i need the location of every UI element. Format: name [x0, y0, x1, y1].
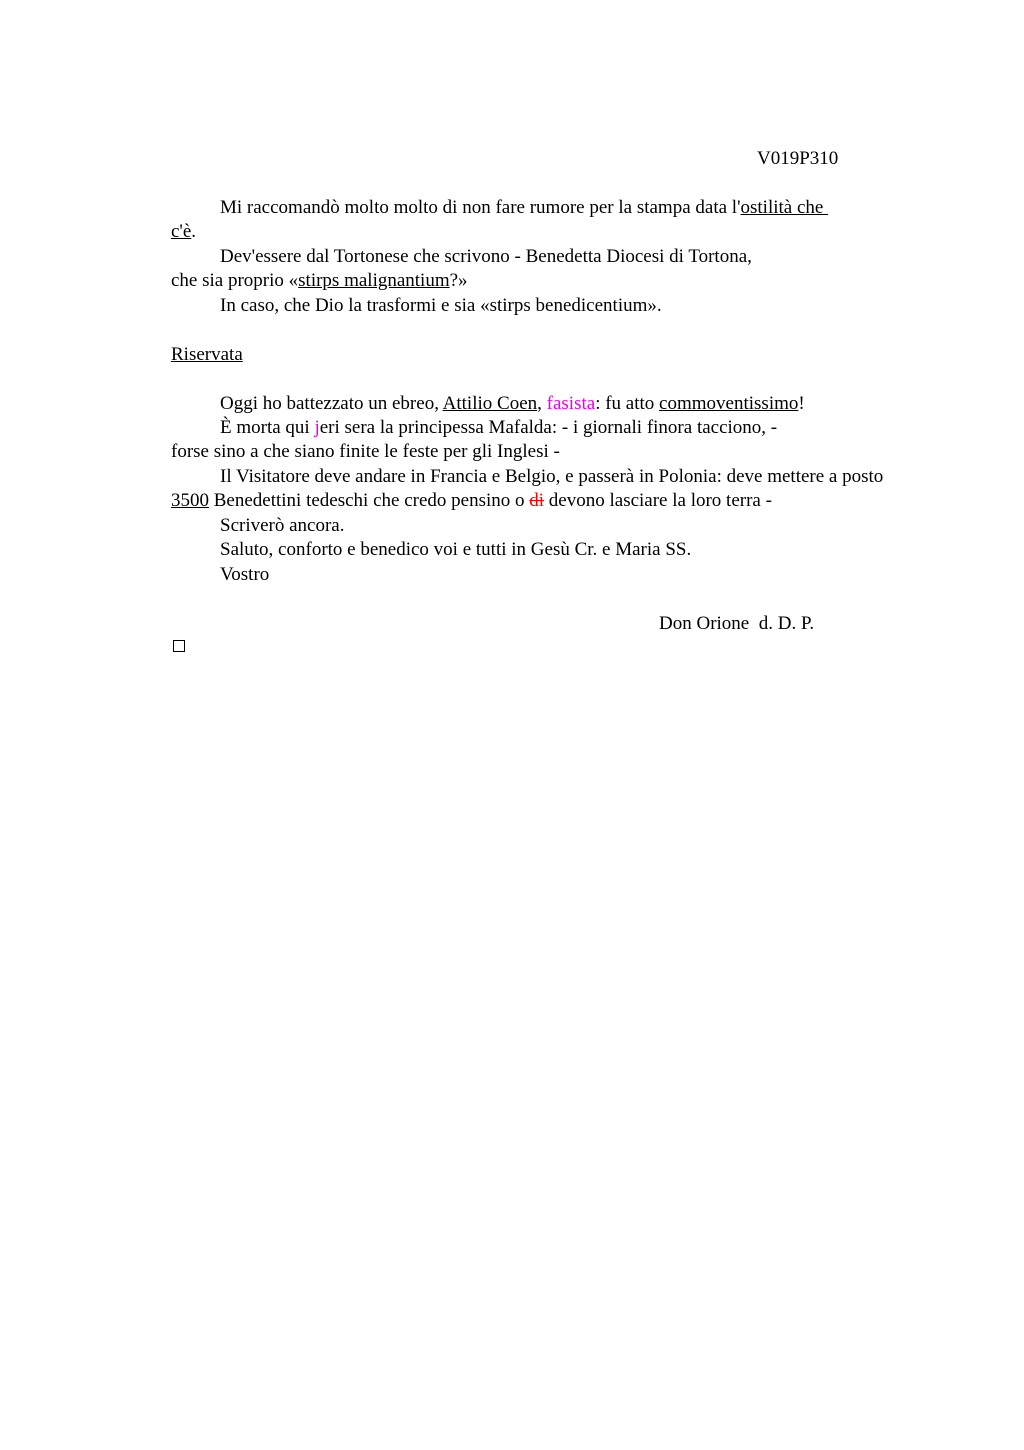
- paragraph-2-line-2: [171, 269, 468, 293]
- paragraph-text: che sia proprio «: [171, 270, 299, 291]
- underlined-number: 3500: [171, 490, 209, 511]
- underlined-text: commoventissimo: [659, 393, 799, 414]
- paragraph-7: Scriverò ancora.: [220, 515, 345, 536]
- paragraph-6-line-2: [171, 489, 772, 513]
- paragraph-text: Benedettini tedeschi che credo pensino o: [209, 490, 530, 511]
- paragraph-5-line-1: [220, 416, 777, 440]
- paragraph-9: Vostro: [220, 564, 270, 585]
- paragraph-text: : fu atto: [595, 393, 660, 414]
- person-name: Attilio Coen: [442, 393, 538, 414]
- paragraph-text: eri sera la principessa Mafalda: - i giornali finora tacciono, -: [319, 417, 778, 438]
- highlighted-word: fasista: [546, 393, 596, 414]
- paragraph-6-line-1: Il Visitatore deve andare in Francia e Belgio, e passerà in Polonia: deve mettere a posto: [220, 466, 884, 487]
- checkbox-square-icon: [173, 640, 185, 652]
- underlined-text: stirps malignantium: [298, 270, 450, 291]
- paragraph-2-line-1: Dev'essere dal Tortonese che scrivono - Benedetta Diocesi di Tortona,: [220, 246, 752, 267]
- paragraph-text: Mi raccomandò molto molto di non fare rumore per la stampa data l': [220, 197, 741, 218]
- paragraph-text: devono lasciare la loro terra -: [544, 490, 772, 511]
- paragraph-text: ,: [537, 393, 542, 414]
- underlined-text: ostilità che: [740, 197, 829, 218]
- paragraph-4-line-1: [220, 392, 805, 416]
- paragraph-text: .: [191, 221, 197, 242]
- signature: Don Orione d. D. P.: [659, 613, 815, 634]
- section-heading: Riservata: [171, 344, 243, 365]
- underlined-text: c'è: [171, 221, 192, 242]
- deleted-word: di: [529, 490, 545, 511]
- paragraph-3-line-1: In caso, che Dio la trasformi e sia «stirps benedicentium».: [220, 295, 662, 316]
- page-code: V019P310: [757, 148, 839, 169]
- paragraph-text: !: [798, 393, 805, 414]
- paragraph-5-line-2: forse sino a che siano finite le feste per gli Inglesi -: [171, 441, 560, 462]
- paragraph-8: Saluto, conforto e benedico voi e tutti in Gesù Cr. e Maria SS.: [220, 539, 692, 560]
- paragraph-1-line-1: [220, 196, 828, 220]
- paragraph-text: ?»: [449, 270, 468, 291]
- highlighted-letter: j: [314, 417, 320, 438]
- paragraph-text: È morta qui: [220, 417, 315, 438]
- paragraph-text: Oggi ho battezzato un ebreo,: [220, 393, 443, 414]
- paragraph-1-line-2: [171, 220, 196, 244]
